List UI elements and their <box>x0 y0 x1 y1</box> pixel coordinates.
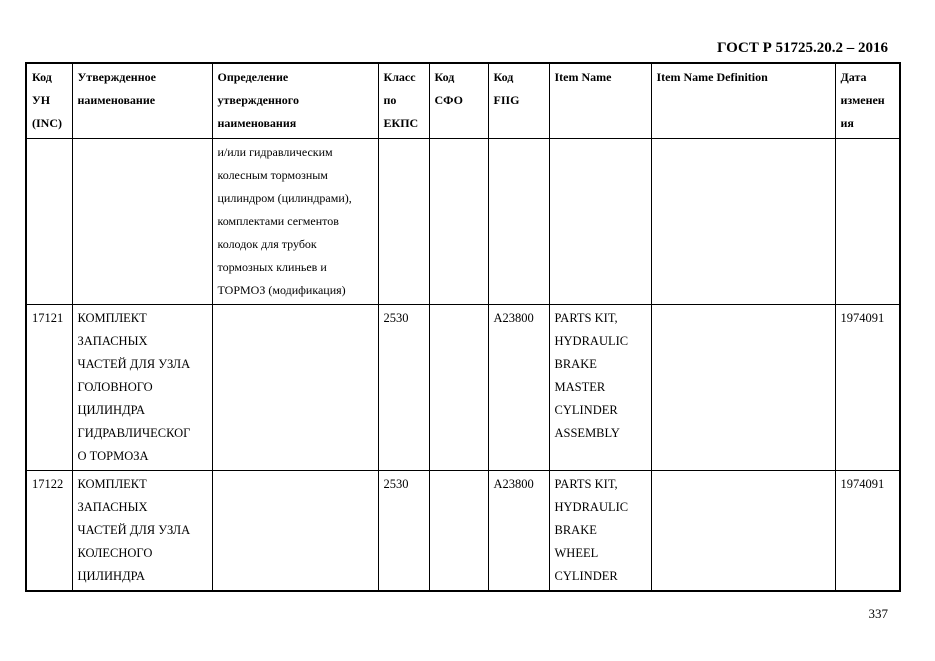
column-header-sfo-code: Код СФО <box>429 63 488 139</box>
column-header-item-name: Item Name <box>549 63 651 139</box>
cell-item-name-definition <box>651 471 835 592</box>
cell-inc: 17122 <box>26 471 72 592</box>
cell-sfo-code <box>429 471 488 592</box>
cell-change-date <box>835 139 900 305</box>
cell-change-date: 1974091 <box>835 471 900 592</box>
table-row <box>26 139 900 305</box>
column-header-item-name-definition: Item Name Definition <box>651 63 835 139</box>
column-header-approved-name: Утвержденное наименование <box>72 63 212 139</box>
cell-item-name-definition <box>651 305 835 471</box>
cell-fiig-code: A23800 <box>488 305 549 471</box>
cell-approved-name: КОМПЛЕКТ ЗАПАСНЫХ ЧАСТЕЙ ДЛЯ УЗЛА КОЛЕСНОГО ЦИЛИНДРА <box>72 471 212 592</box>
cell-change-date: 1974091 <box>835 305 900 471</box>
table-row <box>26 305 900 471</box>
page-number: 337 <box>868 606 888 621</box>
cell-approved-name: КОМПЛЕКТ ЗАПАСНЫХ ЧАСТЕЙ ДЛЯ УЗЛА ГОЛОВНОГО ЦИЛИНДРА ГИДРАВЛИЧЕСКОГ О ТОРМОЗА <box>72 305 212 471</box>
table-row <box>26 471 900 592</box>
column-header-fiig-code: Код FIIG <box>488 63 549 139</box>
cell-definition <box>212 471 378 592</box>
cell-inc <box>26 139 72 305</box>
cell-fiig-code <box>488 139 549 305</box>
cell-ekps-class: 2530 <box>378 305 429 471</box>
cell-sfo-code <box>429 305 488 471</box>
document-standard-title: ГОСТ Р 51725.20.2 – 2016 <box>716 40 888 56</box>
cell-item-name: PARTS KIT, HYDRAULIC BRAKE MASTER CYLINDER ASSEMBLY <box>549 305 651 471</box>
cell-approved-name <box>72 139 212 305</box>
cell-definition: и/или гидравлическим колесным тормозным цилиндром (цилиндрами), комплектами сегментов колодок для трубок тормозных клиньев и ТОРМОЗ (модификация) <box>212 139 378 305</box>
cell-definition <box>212 305 378 471</box>
column-header-definition: Определение утвержденного наименования <box>212 63 378 139</box>
catalog-table <box>25 62 901 592</box>
column-header-inc: Код УН (INC) <box>26 63 72 139</box>
cell-inc: 17121 <box>26 305 72 471</box>
column-header-change-date: Дата изменен ия <box>835 63 900 139</box>
cell-fiig-code: A23800 <box>488 471 549 592</box>
cell-item-name <box>549 139 651 305</box>
cell-ekps-class <box>378 139 429 305</box>
cell-sfo-code <box>429 139 488 305</box>
cell-item-name-definition <box>651 139 835 305</box>
table-header-row <box>26 63 900 139</box>
column-header-ekps-class: Класс по ЕКПС <box>378 63 429 139</box>
cell-ekps-class: 2530 <box>378 471 429 592</box>
cell-item-name: PARTS KIT, HYDRAULIC BRAKE WHEEL CYLINDER <box>549 471 651 592</box>
